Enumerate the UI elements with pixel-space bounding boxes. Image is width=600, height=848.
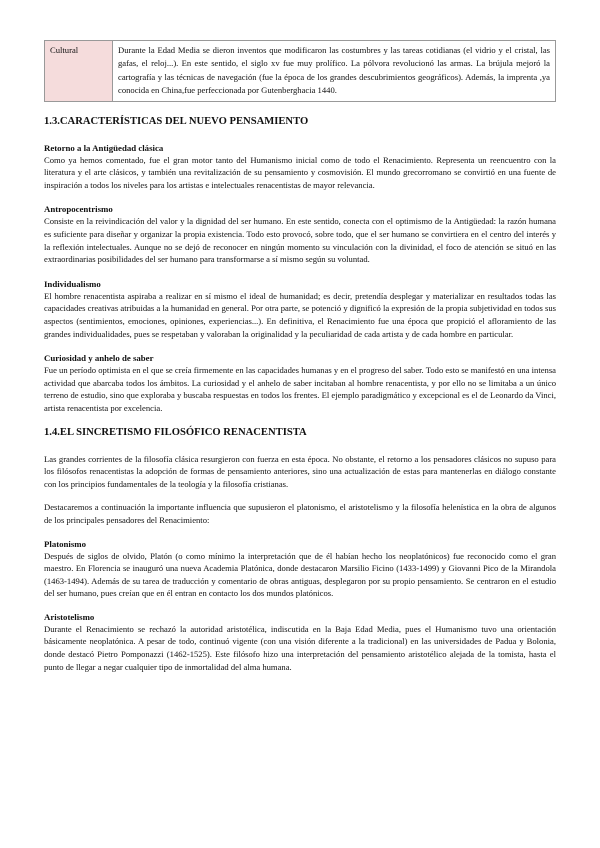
cultural-table [44,40,556,102]
subheading-platonismo: Platonismo [44,538,87,549]
table-label-cell: Cultural [45,41,113,102]
document-page [44,40,556,673]
subheading-curiosidad: Curiosidad y anhelo de saber [44,353,154,364]
table-row [45,41,556,102]
paragraph-individualismo: El hombre renacentista aspiraba a realizar en sí mismo el ideal de humanidad; es decir, pretendía desplegar y materializar en resultados todas las capacidades creativas atribuidas a la humanidad en general. Por otra parte, se potenció y dignificó la expresión de la propia subjetividad en todos sus aspectos (sentimientos, emociones, opiniones, experiencias...). En definitiva, el Renacimiento fue una época que propició el afloramiento de las grandes individualidades, pues se respetaban y valoraban la originalidad y la peculiaridad de cada artista y de cada hombre en particular. [44,290,556,339]
subheading-antropocentrismo: Antropocentrismo [44,204,113,215]
paragraph-curiosidad: Fue un período optimista en el que se creía firmemente en las capacidades humanas y en el progreso del saber. Todo esto se manifestó en una intensa actividad que abarcaba todos los ámbitos. La curiosidad y el anhelo de saber incitaban al hombre renacentista, y por ello no se limitaba a un único terreno de estudio, sino que exploraba y buscaba respuestas en todos los frentes. El ejemplo paradigmático y excepcional es el de Leonardo da Vinci, artista renacentista por excelencia. [44,365,556,413]
paragraph-retorno: Como ya hemos comentado, fue el gran motor tanto del Humanismo inicial como de todo el Renacimiento. Representa un reencuentro con la literatura y el arte clásicos, y también una revitalización de su pensamiento y cosmovisión. El mundo grecorromano se convirtió en una fuente de inspiración a todos los niveles para los artistas e intelectuales renacentistas de mayor relevancia. [44,154,556,190]
paragraph-intro-2: Destacaremos a continuación la importante influencia que supusieron el platonismo, el aristotelismo y la filosofía helenística en la obra de algunos de los principales pensadores del Renacimiento: [44,502,556,525]
paragraph-intro-1: Las grandes corrientes de la filosofía clásica resurgieron con fuerza en esta época. No obstante, el retorno a los pensadores clásicos no supuso para los filósofos renacentistas la adopción de formas de pensamiento anteriores, sino una actualización de estas para mantenerlas en diálogo constante con los principios fundamentales de la teología y la filosofía cristianas. [44,453,556,489]
subheading-aristotelismo: Aristotelismo [44,611,95,622]
section-title-caracteristicas: 1.3.CARACTERÍSTICAS DEL NUEVO PENSAMIENTO [44,115,309,127]
table-text-cell: Durante la Edad Media se dieron inventos que modificaron las costumbres y las tareas cotidianas (el vidrio y el cristal, las gafas, el reloj...). En este sentido, el siglo xv fue muy prolífico. La pólvora revolucionó las armas. La brújula mejoró la cartografía y las técnicas de navegación (fue la época de los grandes descubrimientos geográficos). Además, la imprenta ,ya conocida en China,fue perfeccionada por Gutenberghacia 1440. [113,41,556,102]
paragraph-platonismo: Después de siglos de olvido, Platón (o como mínimo la interpretación que de él habían hecho los neoplatónicos) fue reconocido como el gran maestro. En Florencia se inauguró una nueva Academia Platónica, donde destacaron Marsilio Ficino (1433-1499) y Giovanni Pico de la Mirandola (1463-1494). Además de su tarea de traducción y comentario de obras antiguas, desplegaron por su propio pensamiento. Se centraron en el estudio del ser humano, pues creían que en él entran en contacto los dos mundos platónicos. [44,550,556,599]
subheading-individualismo: Individualismo [44,278,101,289]
paragraph-aristotelismo: Durante el Renacimiento se rechazó la autoridad aristotélica, indiscutida en la Baja Edad Media, pues el Humanismo tuvo una orientación básicamente neoplatónica. A pesar de todo, continuó vigente (con una visión diferente a la tradicional) en las universidades de Padua y Bolonia, donde destacó Pietro Pomponazzi (1462-1525). Este filósofo hizo una interpretación del pensamiento aristotélico alejada de la tomista, hasta el punto de llegar a negar cualquier tipo de inmortalidad del alma humana. [44,623,556,672]
subheading-retorno: Retorno a la Antigüedad clásica [44,142,164,153]
section-title-sincretismo: 1.4.EL SINCRETISMO FILOSÓFICO RENACENTISTA [44,426,307,438]
paragraph-antropocentrismo: Consiste en la reivindicación del valor y la dignidad del ser humano. En este sentido, conecta con el optimismo de la Antigüedad: la razón humana es suficiente para diseñar y organizar la propia existencia. Todo esto provocó, sobre todo, que el ser humano se convirtiera en el centro del interés y la reflexión intelectuales. Aunque no se dejó de reconocer en ningún momento su vinculación con la divinidad, el foco de atención se situó en las extraordinarias posibilidades del ser humano para transformarse a sí mismo según su voluntad. [44,216,556,265]
